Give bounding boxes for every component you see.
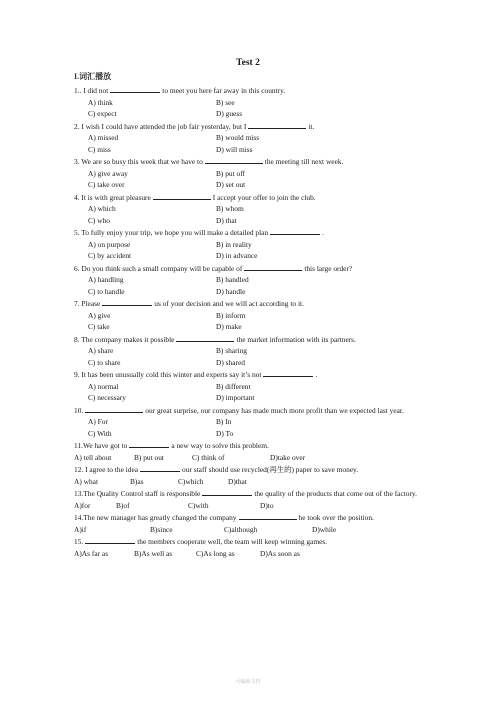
answer-blank[interactable] <box>129 439 169 448</box>
option-a[interactable]: A)if <box>74 524 87 534</box>
options-row <box>74 179 434 191</box>
option-a[interactable]: A) on purpose <box>88 239 131 249</box>
option-a[interactable]: A) think <box>88 97 113 107</box>
options-row <box>74 168 434 180</box>
answer-blank[interactable] <box>205 155 263 164</box>
options-row <box>74 239 434 251</box>
option-b[interactable]: B) would miss <box>216 133 260 142</box>
option-a[interactable]: A) what <box>74 476 99 486</box>
option-b[interactable]: B) see <box>216 97 235 107</box>
question-11: 11.We have got to a new way to solve this problem. <box>74 441 269 450</box>
option-d[interactable]: D) shared <box>216 357 245 367</box>
option-a[interactable]: A)As far as <box>74 548 109 558</box>
option-b[interactable]: B) put off <box>216 168 246 178</box>
options-row <box>74 274 434 286</box>
option-a[interactable]: A) give away <box>88 168 128 178</box>
option-b[interactable]: B) put out <box>134 452 164 462</box>
option-b[interactable]: B)as <box>130 476 144 486</box>
question-3: 3. We are so busy this week that we have to the meeting till next week. <box>74 157 344 166</box>
options-row <box>74 524 434 536</box>
options-row <box>74 144 434 156</box>
answer-blank[interactable] <box>263 368 313 377</box>
answer-blank[interactable] <box>140 463 180 472</box>
question-1: 1.. I did not to meet you here far away in this country. <box>74 86 286 95</box>
option-c[interactable]: C) take over <box>88 180 125 189</box>
option-d[interactable]: D) in advance <box>216 251 258 260</box>
answer-blank[interactable] <box>102 297 152 306</box>
option-a[interactable]: A)for <box>74 500 91 510</box>
answer-blank[interactable] <box>202 487 252 496</box>
option-c[interactable]: C)although <box>224 524 258 534</box>
question-5: 5. To fully enjoy your trip, we hope you will make a detailed plan . <box>74 228 324 237</box>
options-row <box>74 250 434 262</box>
options-row <box>74 381 434 393</box>
option-d[interactable]: D) guess <box>216 109 243 118</box>
option-c[interactable]: C) to handle <box>88 286 125 296</box>
options-row <box>74 132 434 144</box>
option-a[interactable]: A) For <box>88 417 108 426</box>
answer-blank[interactable] <box>244 262 302 271</box>
option-b[interactable]: B)of <box>116 500 130 510</box>
options-row <box>74 357 434 369</box>
options-row <box>74 203 434 215</box>
option-c[interactable]: C)As long as <box>196 548 235 558</box>
option-b[interactable]: B) handled <box>216 275 249 284</box>
option-d[interactable]: D)to <box>260 500 274 510</box>
option-b[interactable]: B) whom <box>216 204 244 213</box>
options-row <box>74 108 434 120</box>
question-15: 15. the members cooperate well, the team will keep winning games. <box>74 537 328 546</box>
option-d[interactable]: D) make <box>216 322 242 331</box>
option-d[interactable]: D) handle <box>216 286 246 296</box>
answer-blank[interactable] <box>85 404 143 413</box>
option-d[interactable]: D) that <box>216 215 237 225</box>
option-d[interactable]: D)take over <box>270 452 306 462</box>
options-row <box>74 548 434 560</box>
options-row <box>74 476 434 488</box>
options-row <box>74 392 434 404</box>
answer-blank[interactable] <box>110 84 160 93</box>
option-c[interactable]: C) to share <box>88 357 121 367</box>
option-c[interactable]: C)with <box>188 500 209 510</box>
option-d[interactable]: D) will miss <box>216 144 253 154</box>
option-c[interactable]: C) expect <box>88 109 117 118</box>
question-8: 8. The company makes it possible the market information with its partners. <box>74 334 356 344</box>
question-4: 4. It is with great pleasure I accept your offer to join the club. <box>74 192 316 202</box>
options-row <box>74 215 434 227</box>
question-13: 13.The Quality Control staff is responsible the quality of the products that come out of the factory. <box>74 489 417 498</box>
option-d[interactable]: D)As soon as <box>260 548 300 558</box>
question-14: 14.The new manager has greatly changed the company he took over the position. <box>74 513 374 522</box>
question-2: 2. I wish I could have attended the job fair yesterday, but I it. <box>74 121 315 131</box>
option-c[interactable]: C) take <box>88 322 110 331</box>
option-c[interactable]: C)which <box>178 476 204 486</box>
answer-blank[interactable] <box>153 191 211 200</box>
options-row <box>74 500 434 512</box>
option-d[interactable]: D) important <box>216 393 255 402</box>
option-d[interactable]: D) To <box>216 428 234 438</box>
option-b[interactable]: B) inform <box>216 310 246 320</box>
option-c[interactable]: C) by accident <box>88 251 132 260</box>
option-a[interactable]: A) handling <box>88 275 124 284</box>
question-list <box>74 84 434 559</box>
question-7: 7. Please us of your decision and we will act according to it. <box>74 299 304 308</box>
options-row <box>74 452 434 464</box>
section-heading: I.词汇播放 <box>74 72 112 81</box>
options-row <box>74 286 434 298</box>
question-6: 6. Do you think such a small company will be capable of this large order? <box>74 263 353 273</box>
option-c[interactable]: C) necessary <box>88 393 126 402</box>
option-c[interactable]: C) With <box>88 428 112 438</box>
option-d[interactable]: D)that <box>228 476 247 486</box>
option-a[interactable]: A) give <box>88 310 111 320</box>
option-a[interactable]: A) share <box>88 346 114 355</box>
options-row <box>74 416 434 428</box>
option-d[interactable]: D) set out <box>216 180 246 189</box>
options-row <box>74 97 434 109</box>
options-row <box>74 310 434 322</box>
option-b[interactable]: B)As well as <box>134 548 173 558</box>
option-b[interactable]: B) in reality <box>216 239 252 249</box>
page-title: Test 2 <box>236 58 260 68</box>
options-row <box>74 428 434 440</box>
answer-blank[interactable] <box>270 226 320 235</box>
option-c[interactable]: C) who <box>88 215 110 225</box>
option-d[interactable]: D)while <box>312 524 337 534</box>
option-a[interactable]: A) normal <box>88 381 119 391</box>
option-b[interactable]: B)since <box>150 524 173 534</box>
answer-blank[interactable] <box>239 511 297 520</box>
options-row <box>74 321 434 333</box>
option-b[interactable]: B) sharing <box>216 346 247 355</box>
option-b[interactable]: B) different <box>216 381 251 391</box>
answer-blank[interactable] <box>176 333 234 342</box>
option-b[interactable]: B) In <box>216 417 232 426</box>
question-10: 10. our great surprise, our company has made much more profit than we expected last year. <box>74 405 404 415</box>
option-c[interactable]: C) miss <box>88 144 111 154</box>
answer-blank[interactable] <box>248 120 306 129</box>
answer-blank[interactable] <box>85 535 135 544</box>
options-row <box>74 345 434 357</box>
option-c[interactable]: C) think of <box>192 452 225 462</box>
question-9: 9. It has been unusually cold this winter and experts say it’s not . <box>74 370 318 379</box>
option-a[interactable]: A) which <box>88 204 116 213</box>
footer-watermark: 可编辑文档 <box>235 678 261 685</box>
question-12: 12. I agree to the idea our staff should use recycled(再生的) paper to save money. <box>74 465 359 474</box>
option-a[interactable]: A) missed <box>88 133 119 142</box>
option-a[interactable]: A) tell about <box>74 452 112 462</box>
